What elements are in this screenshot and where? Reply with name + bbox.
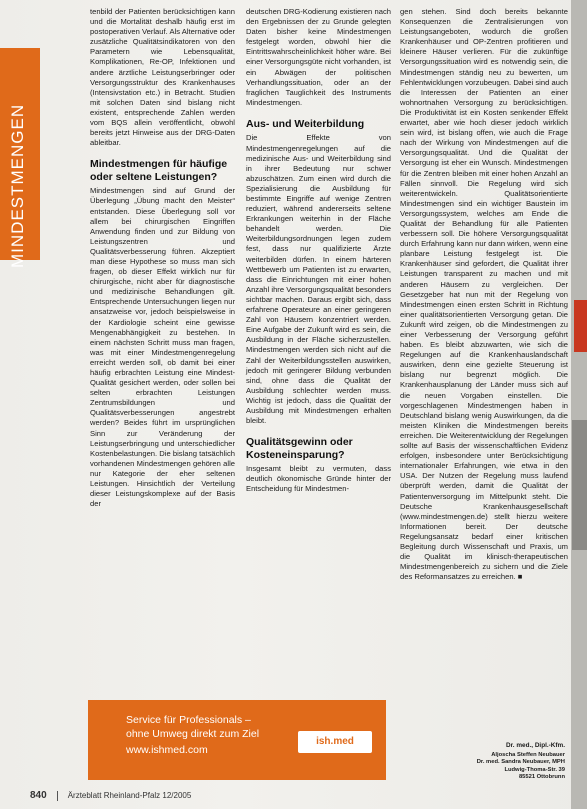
col2-heading-1: Aus- und Weiterbildung (246, 117, 365, 130)
section-label: MINDESTMENGEN (8, 103, 27, 268)
advertisement-banner[interactable] (88, 700, 386, 780)
footer-divider (57, 791, 58, 801)
author-block (455, 742, 565, 782)
journal-name: Ärzteblatt Rheinland-Pfalz 12/2005 (67, 791, 192, 800)
col3-paragraph-1: gen stehen. Sind doch bereits bekannte Konsequenzen die Zentralisierungen von Leistungsangeboten, wodurch die großen Krankenhäuser und OP-Zentren profitieren und kleinere Häuser verlieren. Für die zukünftige Versorgungssituation wird es notwendig sein, die Mindestmengen ständig neu zu bewerten, um Fehlentwicklungen vorzubeugen. Dabei sind auch die Interessen der Patienten an einer wohnortnahen Versorgung zu berücksichtigen. Die Produktivität ist ein Kosten senkender Effekt erwartet, aber wie hoch dieser jedoch wirklich sein wird, ist bislang offen, wie auch die Frage nach der Wirkung von Mindestmengen auf die Versorgungsqualität. Und die Qualität der Versorgung ist eher ein Wunsch. Mindestmengen für die Zentren bleiben mit einer hohen Anzahl an Fällen sinnvoll. Die Regelung wird sich weiterentwickeln. Qualitätsorientierte Mindestmengen sind ein wichtiger Baustein im Versorgungssystem, welches am Ende die Qualität der Behandlung für alle Patienten verbessern soll. Die höhere Versorgungsqualität durch Erfahrung kann nur dann wirken, wenn eine planbare Leistung festgelegt ist. Die Krankenhäuser sind gefordert, die Qualität ihrer Leistungen transparent zu machen und mit anderen Häusern zu vergleichen. Der Gesetzgeber hat nun mit der Regelung von Mindestmengen einen ersten Schritt in Richtung einer qualitätsorientierten Versorgung getan. Die Zukunft wird zeigen, ob die Mindestmengen zu einer Verbesserung der Versorgung geführt haben. Es bleibt abzuwarten, wie sich die Regelungen auf die Krankenhauslandschaft auswirken, denn eine gezielte Steuerung ist bislang nur begrenzt möglich. Die Krankenhausplanung der Länder muss sich auf die neuen Vorgaben einstellen. Die vorgeschlagenen Mindestmengen haben in Deutschland bislang wenig Auswirkungen, da die meisten Kliniken die Mindestmengen bereits erreichen. Die Weiterentwicklung der Regelungen sollte auf Basis der wissenschaftlichen Evidenz erfolgen, insbesondere unter Berücksichtigung internationaler Erfahrungen, wie etwa in den USA. Der Nutzen der Regelung muss laufend überprüft werden, damit die Qualität der Patientenversorgung im Mittelpunkt steht. Die Deutsche Krankenhausgesellschaft (www.mindestmengen.de) stellt hierzu weitere Informationen bereit. Der deutsche Regelungsansatz bedarf einer kritischen Begleitung durch Wissenschaft und Praxis, um die Qualität im klinisch-therapeutischen Mindestmengenbereich zu sichern und die Ziele des Reformansatzes zu erreichen. ■ (400, 7, 569, 582)
author-name-1: Aljoscha Steffen Neubauer (491, 751, 565, 758)
next-page-edge (571, 0, 587, 809)
ishmed-logo: ish.med (298, 731, 372, 753)
text-column-1 (90, 7, 235, 509)
ad-url[interactable]: www.ishmed.com (126, 744, 208, 756)
author-address-1: Ludwig-Thoma-Str. 39 (504, 766, 565, 773)
col1-paragraph-1: tenbild der Patienten berücksichtigen kann und die Mortalität deshalb häufig erst im postoperativen Verlauf. Als Alternative oder zusätzliche Qualitätsindikatoren von den Parametern wie Lebensqualität, Komplikationen, Re-OP, Infektionen und andere ärztliche Leistungserbringer oder Versorgungsstruktur des Krankenhauses (Intensivstation etc.) in Betracht. Studien mit solchen Daten sind bislang nicht existent, entsprechende Zahlen werden vom BQS allein veröffentlicht, obwohl bereits jetzt Hinweise aus der DRG-Daten ableitbar. (90, 7, 235, 148)
page-footer (30, 790, 191, 801)
col2-paragraph-1: deutschen DRG-Kodierung existieren nach den Ergebnissen der zu Grunde gelegten Daten bisher keine Mindestmengen festgelegt worden, obwohl hier die Eintrittswahrscheinlichkeit höher wäre. Bei einer Versorgungsgüte nicht vorhanden, ist ein Abwägen der politischen Verhandlungssituation, oder an der fraglichen Tauglichkeit des Instruments Mindestmengen. (246, 7, 391, 107)
text-column-2 (246, 7, 391, 494)
next-page-dark-mark (572, 420, 587, 550)
author-name-2: Dr. med. Sandra Neubauer, MPH (476, 759, 565, 766)
ad-line-1: Service für Professionals – (126, 714, 251, 726)
col1-paragraph-2: Mindestmengen sind auf Grund der Überlegung „Übung macht den Meister“ entstanden. Diese Überlegung soll vor allem bei chirurgischen Eingriffen Anwendung finden und zur Bildung von Leistungszentren und Qualitätsverbesserung führen. Akzeptiert man diese Hypothese so muss man sich fragen, ob dieser Effekt wirklich nur für chirurgische, nicht aber für diagnostische und medizinische Behandlungen gilt. Entsprechende Untersuchungen liegen nur ansatzweise vor, jedoch beispielsweise in der Kardiologie scheint eine gewisse Mengenabhängigkeit zu bestehen. In einem nächsten Schritt muss man fragen, was mit einer Mindestmengenregelung erreicht werden soll, ob damit bei einer häufig erbrachten Leistung eine Mindest-Qualität gesichert werden, oder sollen bei selten erbrachten Leistungen Zentrumsbildungen und Qualitätsverbesserungen angestrebt werden? Beides führt im ursprünglichen Sinn zur Veränderung der Leistungserbringung und unterschiedlicher Kostenbelastungen. Die bislang tatsächlich vorhandenen Mindestmengen gehören alle nur Kategorie der eher seltenen Leistungen. Hinsichtlich der Verteilung dieser Leistungskomplexe auf der Basis der (90, 186, 235, 509)
next-page-red-mark (574, 300, 587, 352)
page-number: 840 (30, 790, 47, 801)
author-address-2: 85521 Ottobrunn (518, 774, 565, 781)
col2-paragraph-2: Die Effekte von Mindestmengenregelungen auf die medizinische Aus- und Weiterbildung sind in ihrer Bedeutung nur schwer abzuschätzen. Zum einen wird durch die Spezialisierung die Ausbildung für bestimmte Eingriffe auf wenige Zentren reduziert, während andererseits seltene Erkrankungen weiterhin in der Fläche behandelt werden. Die Weiterbildungsordnungen legen zudem fest, dass nur qualifizierte Ärzte weiterbilden dürfen. In einem härteren Wettbewerb um Patienten ist zu erwarten, dass die Einrichtungen mit einer hohen Anzahl ihre Versorgungsqualität besonders sichtbar machen. Daraus ergibt sich, dass erfahrene Operateure an einer geringeren Zahl von Häusern konzentriert werden. Eine Aufgabe der Zukunft wird es sein, die Ausbildung in der Fläche sicherzustellen. Mindestmengen werden sich nicht auf die Zahl der Weiterbildungsstellen auswirken, jedoch mit geringerer Bildung verbunden sind, ohne dass die Qualität der Ausbildung schlechter werden muss. Wichtig ist jedoch, dass die Qualität der Ausbildung mit Mindestmengen erhalten bleibt. (246, 133, 391, 426)
section-tab (0, 48, 40, 268)
author-title: Dr. med., Dipl.-Kfm. (506, 742, 565, 749)
ad-line-2: ohne Umweg direkt zum Ziel (126, 728, 260, 740)
col2-heading-2: Qualitätsgewinn oder Kosteneinsparung? (246, 436, 353, 461)
col1-heading: Mindestmengen für häufige oder seltene Leistungen? (90, 158, 228, 183)
col2-paragraph-3: Insgesamt bleibt zu vermuten, dass deutlich ökonomische Gründe hinter der Entscheidung für Mindestmen- (246, 464, 391, 494)
text-column-3 (400, 7, 568, 582)
